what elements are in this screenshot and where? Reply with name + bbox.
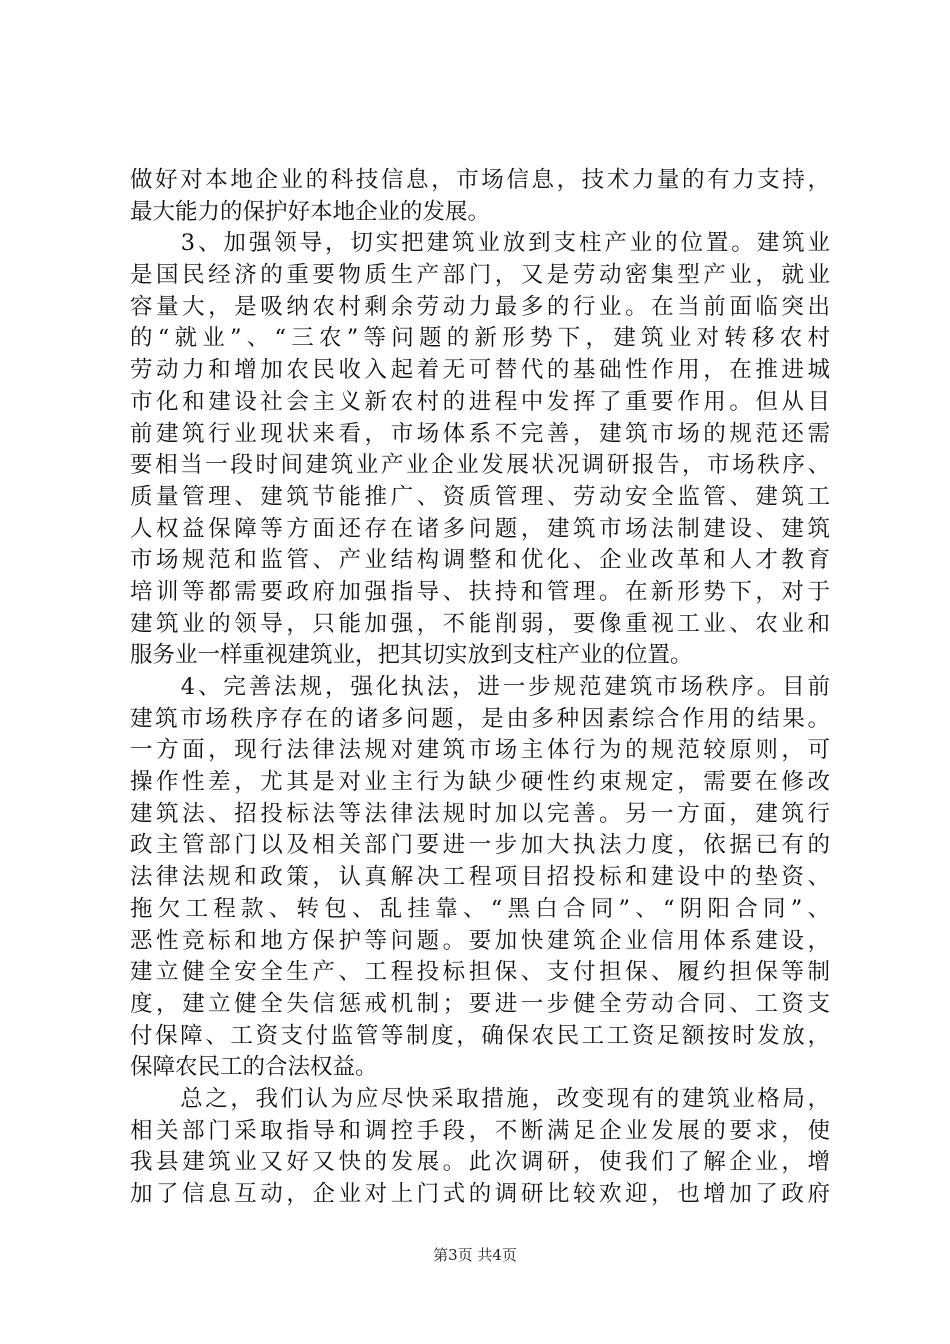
text-line: 法律法规和政策，认真解决工程项目招投标和建设中的垫资、 [130, 864, 830, 891]
text-line: 我县建筑业又好又快的发展。此次调研，使我们了解企业，增 [130, 1149, 830, 1176]
text-line: 建筑业的领导，只能加强，不能削弱，要像重视工业、农业和 [130, 610, 830, 637]
body-text [130, 165, 830, 1211]
text-line: 付保障、工资支付监管等制度，确保农民工工资足额按时发放， [130, 1022, 830, 1049]
text-line: 的“就业”、“三农”等问题的新形势下，建筑业对转移农村 [130, 325, 830, 352]
text-line: 加了信息互动，企业对上门式的调研比较欢迎，也增加了政府 [130, 1181, 830, 1207]
text-line: 最大能力的保护好本地企业的发展。 [130, 198, 491, 225]
text-line: 市化和建设社会主义新农村的进程中发挥了重要作用。但从目 [130, 388, 830, 415]
text-line: 4、完善法规，强化执法，进一步规范建筑市场秩序。目前 [130, 674, 830, 700]
text-line: 劳动力和增加农民收入起着无可替代的基础性作用，在推进城 [130, 357, 830, 384]
text-line: 相关部门采取指导和调控手段，不断满足企业发展的要求，使 [130, 1117, 830, 1144]
text-line: 培训等都需要政府加强指导、扶持和管理。在新形势下，对于 [130, 578, 830, 605]
text-line: 建筑市场秩序存在的诸多问题，是由多种因素综合作用的结果。 [130, 705, 830, 732]
text-line: 操作性差，尤其是对业主行为缺少硬性约束规定，需要在修改 [130, 769, 830, 796]
text-line: 前建筑行业现状来看，市场体系不完善，建筑市场的规范还需 [130, 420, 830, 447]
text-line: 政主管部门以及相关部门要进一步加大执法力度，依据已有的 [130, 832, 830, 859]
text-line: 建筑法、招投标法等法律法规时加以完善。另一方面，建筑行 [130, 800, 830, 827]
page-footer: 第3页 共4页 [433, 1246, 517, 1264]
text-line: 恶性竞标和地方保护等问题。要加快建筑企业信用体系建设， [130, 927, 830, 954]
text-line: 服务业一样重视建筑业，把其切实放到支柱产业的位置。 [130, 642, 693, 669]
text-line: 度，建立健全失信惩戒机制；要进一步健全劳动合同、工资支 [130, 990, 830, 1017]
text-line: 总之，我们认为应尽快采取措施，改变现有的建筑业格局， [130, 1085, 830, 1112]
text-line: 做好对本地企业的科技信息，市场信息，技术力量的有力支持， [130, 167, 830, 193]
text-line: 容量大，是吸纳农村剩余劳动力最多的行业。在当前面临突出 [130, 293, 830, 320]
text-line: 质量管理、建筑节能推广、资质管理、劳动安全监管、建筑工 [130, 483, 830, 510]
text-line: 人权益保障等方面还存在诸多问题，建筑市场法制建设、建筑 [130, 515, 830, 542]
text-line: 一方面，现行法律法规对建筑市场主体行为的规范较原则，可 [130, 737, 830, 764]
text-line: 市场规范和监管、产业结构调整和优化、企业改革和人才教育 [130, 547, 830, 574]
text-line: 保障农民工的合法权益。 [130, 1054, 378, 1081]
text-line: 要相当一段时间建筑业产业企业发展状况调研报告，市场秩序、 [130, 452, 830, 479]
text-line: 建立健全安全生产、工程投标担保、支付担保、履约担保等制 [130, 959, 830, 986]
text-line: 拖欠工程款、转包、乱挂靠、“黑白合同”、“阴阳合同”、 [130, 895, 830, 922]
text-line: 3、加强领导，切实把建筑业放到支柱产业的位置。建筑业 [130, 230, 830, 257]
text-line: 是国民经济的重要物质生产部门，又是劳动密集型产业，就业 [130, 262, 830, 289]
